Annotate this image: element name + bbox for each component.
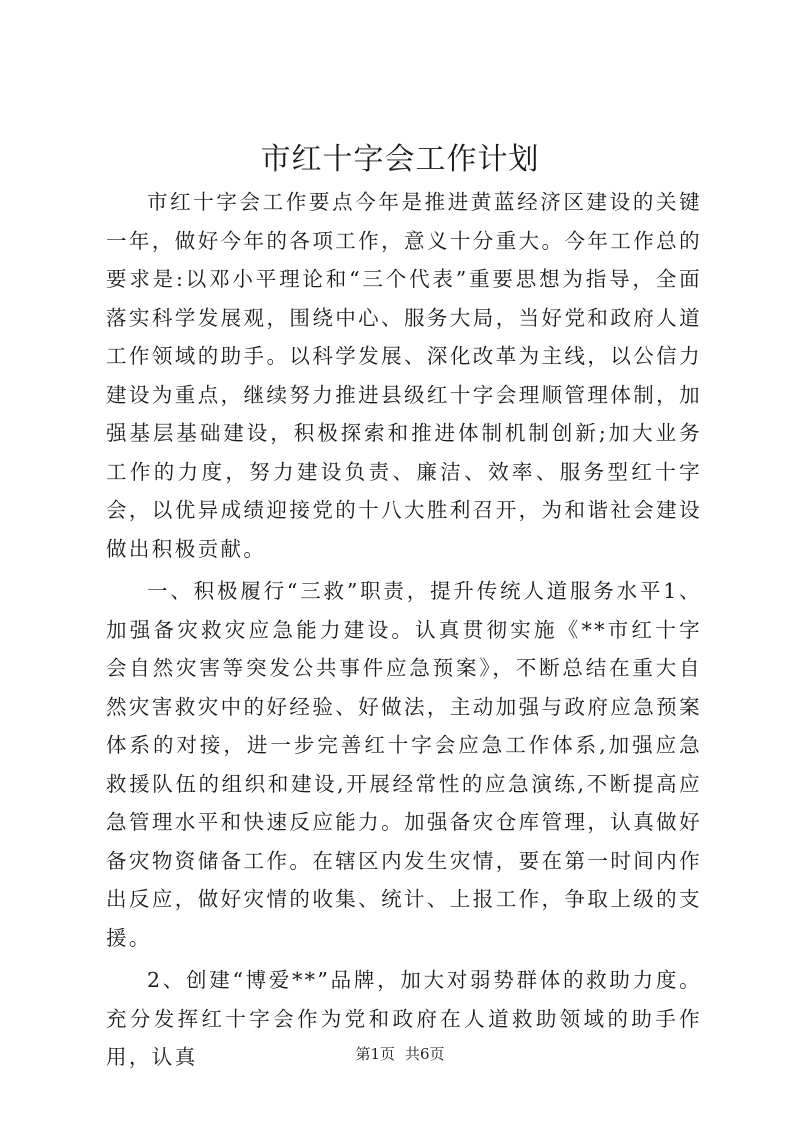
paragraph-intro: 市红十字会工作要点今年是推进黄蓝经济区建设的关键一年，做好今年的各项工作，意义十分重大。今年工作总的要求是:以邓小平理论和“三个代表”重要思想为指导，全面落实科学发展观，围绕中心、服务大局，当好党和政府人道工作领域的助手。以科学发展、深化改革为主线，以公信力建设为重点，继续努力推进县级红十字会理顺管理体制，加强基层基础建设，积极探索和推进体制机制创新;加大业务工作的力度，努力建设负责、廉洁、效率、服务型红十字会，以优异成绩迎接党的十八大胜利召开，为和谐社会建设做出积极贡献。	[106, 190, 702, 561]
page-footer	[0, 1044, 800, 1064]
paragraph-section-1: 一、积极履行“三救”职责，提升传统人道服务水平1、加强备灾救灾应急能力建设。认真贯彻实施《**市红十字会自然灾害等突发公共事件应急预案》，不断总结在重大自然灾害救灾中的好经验、好做法，主动加强与政府应急预案体系的对接，进一步完善红十字会应急工作体系,加强应急救援队伍的组织和建设,开展经常性的应急演练,不断提高应急管理水平和快速反应能力。加强备灾仓库管理，认真做好备灾物资储备工作。在辖区内发生灾情，要在第一时间内作出反应，做好灾情的收集、统计、上报工作，争取上级的支援。	[106, 579, 702, 950]
page-total: 共6页	[405, 1045, 445, 1063]
paragraph-section-2: 2、创建“博爱**”品牌，加大对弱势群体的救助力度。充分发挥红十字会作为党和政府在人道救助领域的助手作用，认真	[106, 968, 702, 1069]
document-body	[106, 183, 702, 1077]
page-number: 第1页	[355, 1045, 395, 1063]
document-title: 市红十字会工作计划	[260, 142, 540, 177]
